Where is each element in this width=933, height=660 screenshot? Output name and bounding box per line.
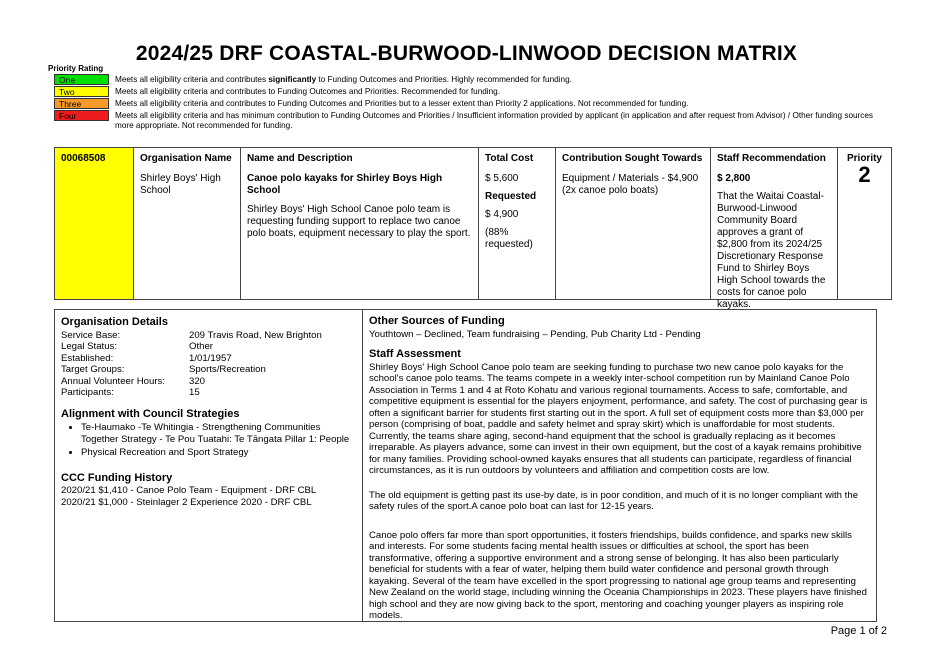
swatch-one: One (54, 74, 109, 85)
detail-value: Sports/Recreation (189, 364, 266, 375)
priority-value: 2 (858, 162, 871, 187)
detail-value: 209 Travis Road, New Brighton (189, 329, 322, 341)
org-detail-row (61, 353, 356, 365)
total-cost: $ 5,600 (485, 173, 519, 184)
assessment-paragraph: The old equipment is getting past its use-by date, is in poor condition, and much of it is no longer compliant with the safety rules of the sport.A canoe polo boat can last for 12-15 years. (369, 489, 859, 512)
legend-text-three: Meets all eligibility criteria and contributes to Funding Outcomes and Priorities but to a lesser extent than Priority 2 applications. Not recommended for funding. (115, 99, 689, 108)
legend-text-one: Meets all eligibility criteria and contributes significantly to Funding Outcomes and Priorities. Highly recommended for funding. (115, 75, 572, 84)
desc-header: Name and Description (247, 153, 353, 164)
project-name: Canoe polo kayaks for Shirley Boys High School (247, 173, 443, 196)
requested-percent: (88% requested) (485, 227, 533, 250)
contrib-header: Contribution Sought Towards (562, 153, 703, 164)
alignment-item: • Te-Haumako -Te Whitingia - Strengthening Communities Together Strategy - Te Pou Tuatahi: Te Tāngata Pillar 1: People (81, 422, 356, 445)
assessment-paragraph: Shirley Boys' High School Canoe polo team are seeking funding to purchase two new canoe polo kayaks for the school's canoe polo teams. The teams compete in a weekly inter-school competition run by Mainland Canoe Polo Association in Terms 1 and 4 at Roto Kohatu and various regional tournaments. Access to safe, comfortable, and competitive equipment is essential for the players enjoyment, performance, and safety. The cost of purchasing gear is often a significant barrier for students first starting out in the sport. A full set of equipment costs more than $3,000 per person (comprising of boat, paddle and safety helmet and spray skirt) which is unaffordable for most students. Currently, the teams share aging, second-hand equipment that the school is gradually replacing as it becomes irreparable. As players advance, some can invest in their own equipment, but the cost of a kayak remains prohibitive for many families. Providing school-owned kayaks ensures that all students can participate, regardless of financial circumstances, as it is run outdoors by volunteers and affiliation and competition costs are low. (369, 361, 868, 476)
cost-cell (479, 148, 556, 299)
funding-history-heading: CCC Funding History (61, 471, 173, 484)
detail-value: 15 (189, 387, 200, 398)
alignment-list (61, 422, 356, 459)
details-section (54, 309, 877, 622)
legend-text-four: Meets all eligibility criteria and has minimum contribution to Funding Outcomes and Priorities / Insufficient information provided by applicant (in application and after request from Advisor) / Other funding sources more appropriate. Not recommended for funding. (115, 111, 874, 130)
assessment-paragraph: Canoe polo offers far more than sport opportunities, it fosters friendships, builds confidence, and sparks new skills and interests. For some students facing mental health issues or difficulties at school, the sport has been transformative, offering a supportive environment and a strong sense of belonging. It has also been particularly beneficial for students with a fear of water, helping them build water confidence and personal growth through kayaking. Several of the team have excelled in the sport progressing to national age group teams and representing New Zealand on the world stage, including winning the Oceania Championships in 2023. These players have finished high school and they are now giving back to the sport, mentoring and coaching younger players as inspiring role models. (369, 529, 867, 621)
org-detail-row (61, 387, 356, 399)
description-cell (241, 148, 479, 299)
priority-legend (54, 74, 878, 132)
alignment-item: • Physical Recreation and Sport Strategy (81, 447, 356, 459)
org-cell (134, 148, 241, 299)
priority-rating-label: Priority Rating (48, 64, 104, 73)
org-detail-row (61, 376, 356, 388)
page-number: Page 1 of 2 (830, 625, 887, 637)
org-details-heading: Organisation Details (61, 316, 168, 328)
funding-history-item: 2020/21 $1,410 - Canoe Polo Team - Equipment - DRF CBL (61, 485, 317, 496)
application-id: 00068508 (55, 148, 134, 299)
org-name: Shirley Boys' High School (140, 173, 221, 196)
cost-header: Total Cost (485, 153, 534, 164)
contribution-cell (556, 148, 711, 299)
legend-row-two (54, 86, 878, 97)
legend-text-two: Meets all eligibility criteria and contributes to Funding Outcomes and Priorities. Recommended for funding. (115, 87, 501, 96)
detail-key: Target Groups: (61, 364, 125, 375)
staff-header: Staff Recommendation (717, 153, 826, 164)
detail-key: Established: (61, 352, 114, 364)
detail-value: Other (189, 341, 213, 352)
detail-key: Legal Status: (61, 341, 118, 352)
detail-key: Annual Volunteer Hours: (61, 375, 165, 387)
swatch-three: Three (54, 98, 109, 109)
left-column (55, 310, 363, 621)
org-detail-row (61, 364, 356, 376)
contribution-text: Equipment / Materials - $4,900 (2x canoe polo boats) (562, 173, 699, 196)
requested-amount: $ 4,900 (485, 209, 519, 220)
staff-recommendation-text: That the Waitai Coastal-Burwood-Linwood Community Board approves a grant of $2,800 from its 2024/25 Discretionary Response Fund to Shirley Boys High School towards the costs for canoe polo kayaks. (717, 191, 826, 310)
priority-cell (838, 148, 891, 299)
org-detail-row (61, 330, 356, 342)
swatch-four: Four (54, 110, 109, 121)
alignment-heading: Alignment with Council Strategies (61, 407, 240, 420)
requested-label: Requested (485, 191, 537, 202)
priority-header: Priority (846, 153, 882, 164)
other-sources-text: Youthtown – Declined, Team fundraising – Pending, Pub Charity Ltd - Pending (369, 328, 701, 340)
staff-recommendation-cell (711, 148, 838, 310)
org-header: Organisation Name (140, 153, 232, 164)
org-detail-row (61, 341, 356, 353)
application-table (54, 147, 892, 310)
swatch-two: Two (54, 86, 109, 97)
detail-value: 320 (189, 375, 206, 387)
page-title: 2024/25 DRF COASTAL-BURWOOD-LINWOOD DECISION MATRIX (135, 42, 798, 65)
detail-value: 1/01/1957 (189, 352, 232, 364)
project-description: Shirley Boys' High School Canoe polo team is requesting funding support to replace two canoe polo boats, equipment necessary to play the sport. (247, 204, 471, 239)
detail-key: Participants: (61, 387, 114, 398)
right-column (363, 310, 876, 621)
staff-amount: $ 2,800 (717, 173, 751, 184)
legend-row-three (54, 98, 878, 109)
legend-row-one (54, 74, 878, 85)
staff-assessment-heading: Staff Assessment (369, 348, 461, 360)
detail-key: Service Base: (61, 329, 121, 341)
other-sources-heading: Other Sources of Funding (369, 315, 505, 327)
funding-history-item: 2020/21 $1,000 - Steinlager 2 Experience 2020 - DRF CBL (61, 496, 312, 508)
legend-row-four (54, 110, 878, 131)
